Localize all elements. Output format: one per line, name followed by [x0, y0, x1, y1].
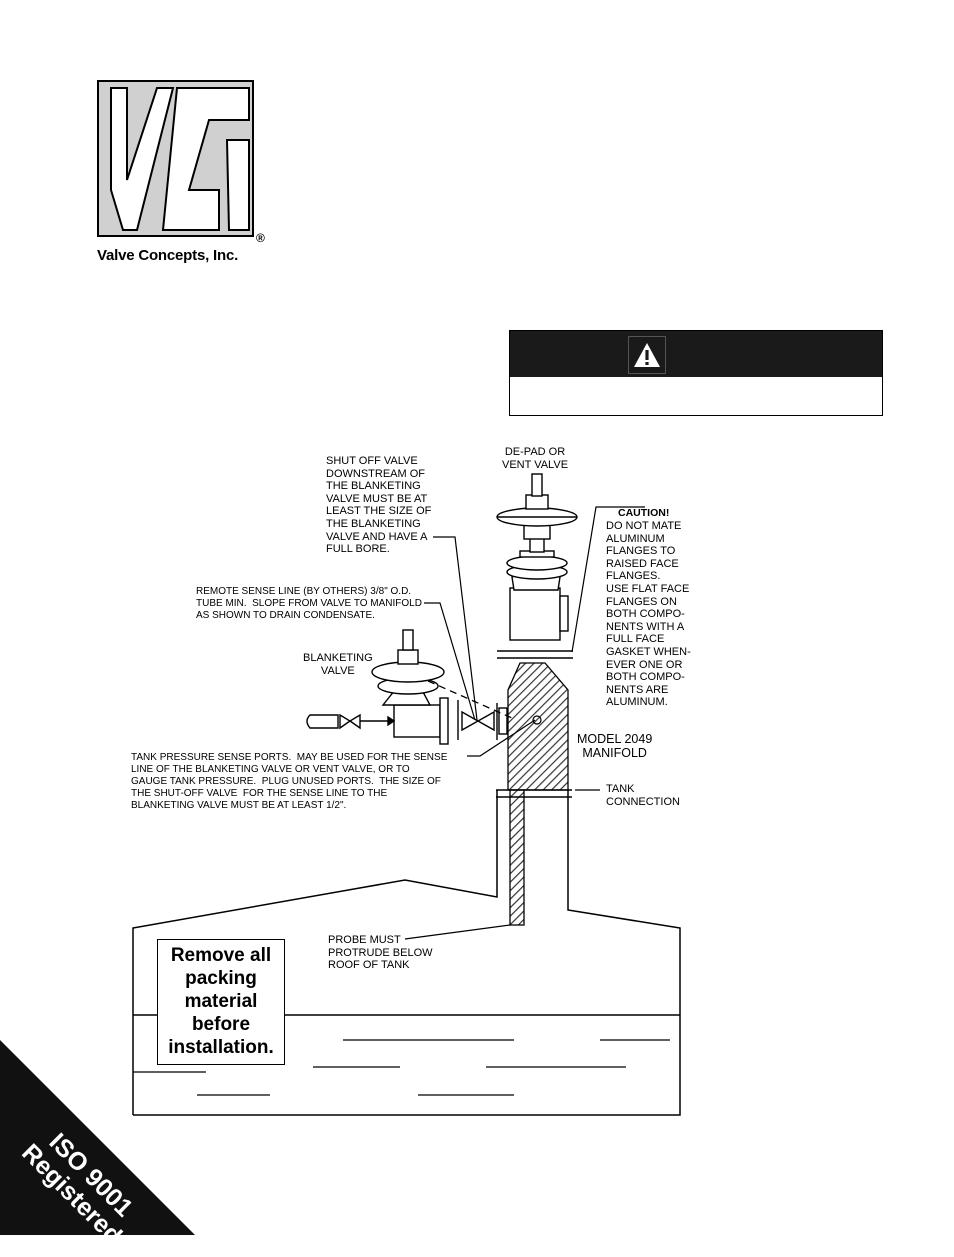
- shutoff-valve-note: SHUT OFF VALVE DOWNSTREAM OF THE BLANKETING VALVE MUST BE AT LEAST THE SIZE OF THE BLANKETING VALVE AND HAVE A FULL BORE.: [326, 455, 432, 556]
- shutoff-valve: [458, 700, 507, 740]
- tank-connection-label: TANK CONNECTION: [606, 783, 680, 808]
- caution-title: CAUTION!: [618, 507, 670, 519]
- inlet-pipe: [307, 715, 394, 728]
- manifold-top-flange: [497, 651, 573, 658]
- tank-connection-flange: [496, 790, 572, 797]
- remote-sense-note: REMOTE SENSE LINE (BY OTHERS) 3/8" O.D. TUBE MIN. SLOPE FROM VALVE TO MANIFOLD AS SHOWN TO DRAIN CONDENSATE.: [196, 586, 422, 621]
- company-name: Valve Concepts, Inc.: [97, 247, 239, 264]
- de-pad-label: DE-PAD OR VENT VALVE: [502, 446, 569, 471]
- caution-note: DO NOT MATE ALUMINUM FLANGES TO RAISED FACE FLANGES. USE FLAT FACE FLANGES ON BOTH COMPO- NENTS WITH A FULL FACE GASKET WHEN- EVER ONE OR BOTH COMPO- NENTS ARE ALUMINUM.: [606, 520, 691, 709]
- tank-ports-note: TANK PRESSURE SENSE PORTS. MAY BE USED FOR THE SENSE LINE OF THE BLANKETING VALVE OR VENT VALVE, OR TO GAUGE TANK PRESSURE. PLUG UNUSED PORTS. THE SIZE OF THE SHUT-OFF VALVE FOR THE SENSE LINE TO THE BLANKETING VALVE MUST BE AT LEAST 1/2".: [131, 752, 448, 811]
- packing-note-text: Remove all packing material before installation.: [168, 945, 274, 1058]
- model-label: MODEL 2049 MANIFOLD: [577, 732, 653, 760]
- registered-mark: ®: [256, 231, 265, 245]
- vent-valve: [497, 474, 577, 640]
- manifold-body: [508, 663, 568, 925]
- blanketing-valve: [372, 630, 448, 744]
- blanketing-valve-label: BLANKETING VALVE: [303, 652, 373, 677]
- probe-note: PROBE MUST PROTRUDE BELOW ROOF OF TANK: [328, 934, 433, 972]
- iso-badge-text: ISO 9001 Registered: [16, 1127, 139, 1250]
